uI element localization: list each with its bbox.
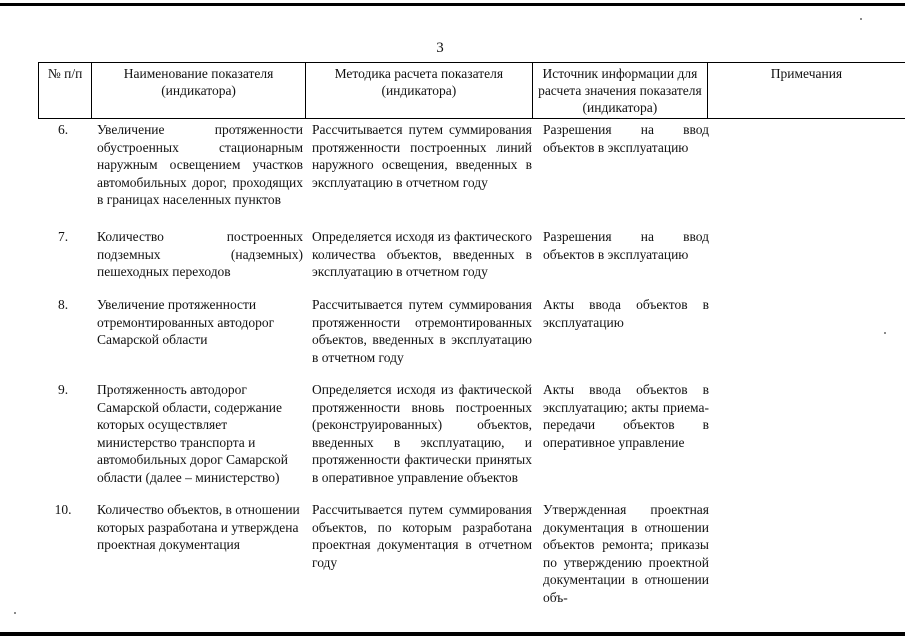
header-number: № п/п <box>39 63 92 119</box>
information-source: Акты ввода объектов в эксплуатацию <box>543 297 709 330</box>
header-calculation-method: Методика расчета показателя (индикатора) <box>305 63 532 119</box>
row-number: 10. <box>54 502 72 517</box>
information-source: Разрешения на ввод объектов в эксплуатацию <box>543 122 709 155</box>
top-border-line <box>0 3 905 6</box>
scan-speck <box>14 612 16 614</box>
information-source: Утвержденная проектная документация в отношении объектов ремонта; приказы по утверждению проектной документации в отношении объ- <box>543 502 709 605</box>
table-header <box>38 62 905 119</box>
indicator-name: Увеличение протяженности отремонтированных автодорог Самарской области <box>97 297 275 348</box>
scan-speck <box>884 332 886 334</box>
information-source: Разрешения на ввод объектов в эксплуатацию <box>543 229 709 262</box>
indicator-name: Увеличение протяженности обустроенных стационарным наружным освещением участков автомобильных дорог, проходящих в границах населенных пунктов <box>97 122 303 208</box>
indicator-name: Протяженность автодорог Самарской области, содержание которых осуществляет министерство транспорта и автомобильных дорог Самарской области (далее – министерство) <box>97 382 289 485</box>
header-indicator-name: Наименование показателя (индикатора) <box>92 63 306 119</box>
bottom-border-line <box>0 632 905 636</box>
header-information-source: Источник информации для расчета значения показателя (индикатора) <box>532 63 707 119</box>
calculation-method: Рассчитывается путем суммирования протяженности построенных линий наружного освещения, введенных в эксплуатацию в отчетном году <box>312 122 532 190</box>
calculation-method: Рассчитывается путем суммирования объектов, по которым разработана проектная документация в отчетном году <box>312 502 532 570</box>
information-source: Акты ввода объектов в эксплуатацию; акты приема-передачи объектов в оперативное управление <box>543 382 709 450</box>
scan-speck <box>860 18 862 20</box>
row-number: 6. <box>57 122 69 137</box>
calculation-method: Рассчитывается путем суммирования протяженности отремонтированных объектов, введенных в эксплуатацию в отчетном году <box>312 297 532 365</box>
row-number: 9. <box>57 382 69 397</box>
calculation-method: Определяется исходя из фактической протяженности вновь построенных (реконструированных) объектов, введенных в эксплуатацию, и протяженности фактически принятых в оперативное управление объектов <box>312 382 532 485</box>
indicator-name: Количество объектов, в отношении которых разработана и утверждена проектная документация <box>97 502 300 553</box>
row-number: 7. <box>57 229 69 244</box>
page-number: 3 <box>436 40 444 56</box>
calculation-method: Определяется исходя из фактического количества объектов, введенных в эксплуатацию в отчетном году <box>312 229 532 280</box>
header-notes: Примечания <box>707 63 905 119</box>
indicator-name: Количество построенных подземных (надземных) пешеходных переходов <box>97 229 303 280</box>
row-number: 8. <box>57 297 69 312</box>
